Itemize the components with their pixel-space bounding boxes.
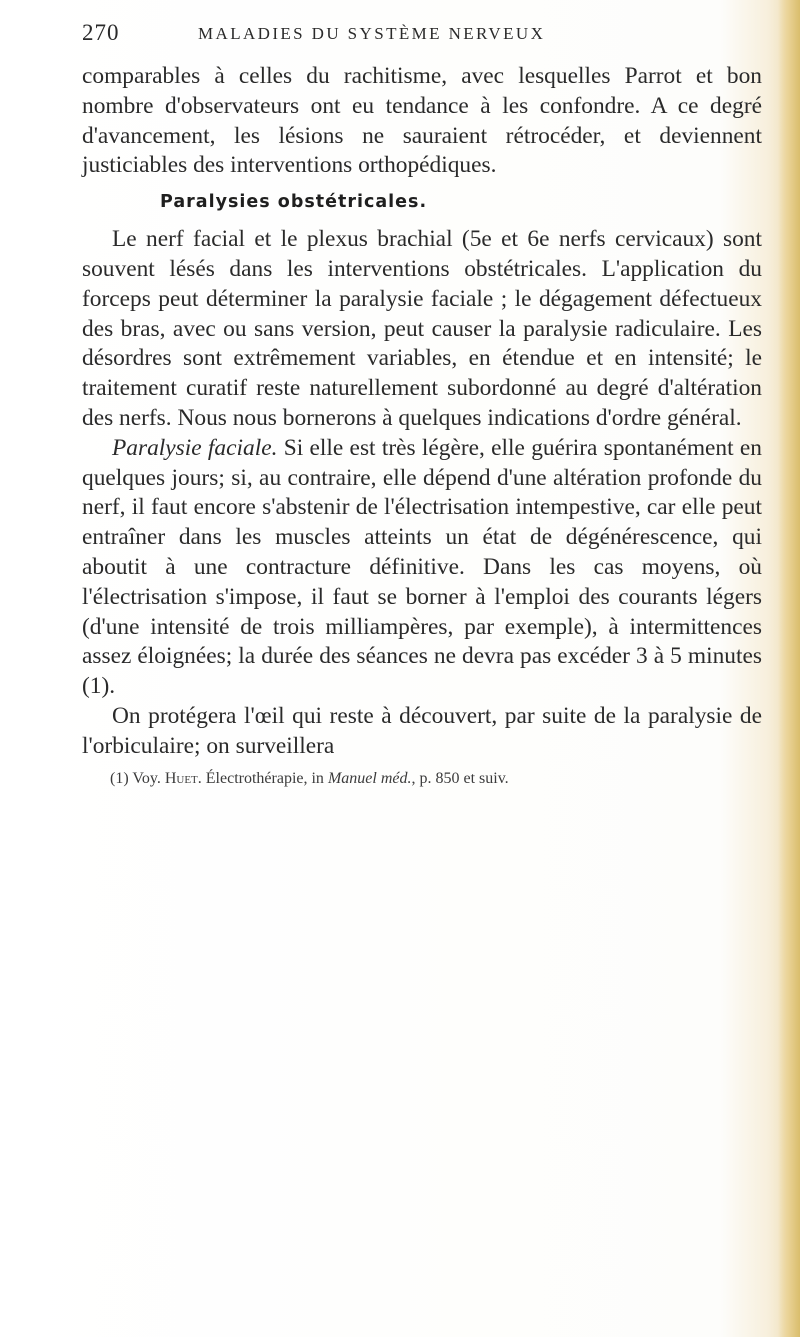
running-head: MALADIES DU SYSTÈME NERVEUX [198,24,546,43]
paragraph-facial-paralysis [82,434,762,702]
paragraph-continuation: comparables à celles du rachitisme, avec lesquelles Parrot et bon nombre d'observateurs ont eu tendance à les confondre. A ce degré d'avancement, les lésions ne sauraient rétrocéder, et deviennent justiciables des interventions orthopédiques. [82,63,762,179]
paragraph-eye-protection: On protégera l'œil qui reste à découvert, par suite de la paralysie de l'orbiculaire; on surveillera [82,702,762,759]
page-edge-shading [778,0,800,1337]
footnote-marker: (1) Voy. [110,769,161,787]
paragraph-intro: Le nerf facial et le plexus brachial (5e et 6e nerfs cervicaux) sont souvent lésés dans les interventions obstétricales. L'application du forceps peut déterminer la paralysie faciale ; le dégagement défectueux des bras, avec ou sans version, peut causer la paralysie radiculaire. Les désordres sont extrêmement variables, en étendue et en intensité; le traitement curatif reste naturellement subordonné au degré d'altération des nerfs. Nous nous bornerons à quelques indications d'ordre général. [82,226,762,431]
page-number: 270 [82,20,120,45]
footnote-title: Électrothérapie, in [201,769,328,787]
paragraph-facial-paralysis-body: Si elle est très légère, elle guérira spontanément en quelques jours; si, au contraire, elle dépend d'une altération profonde du nerf, il faut encore s'abstenir de l'électrisation intempestive, car elle peut entraîner dans les muscles atteints un état de dégénérescence, qui aboutit à une contracture définitive. Dans les cas moyens, où l'électrisation s'impose, il faut se borner à l'emploi des courants légers (d'une intensité de trois milliampères, par exemple), à intermittences assez éloignées; la durée des séances ne devra pas excéder 3 à 5 minutes (1). [82,434,762,700]
footnote [82,769,762,788]
footnote-pages: , p. 850 et suiv. [411,769,509,787]
page-content [82,16,762,788]
section-heading: Paralysies obstétricales. [160,192,428,213]
footnote-author: Huet. [164,769,202,787]
page-header [82,16,762,62]
subheading-facial-paralysis: Paralysie faciale. [112,434,278,461]
footnote-source: Manuel méd. [327,769,412,787]
